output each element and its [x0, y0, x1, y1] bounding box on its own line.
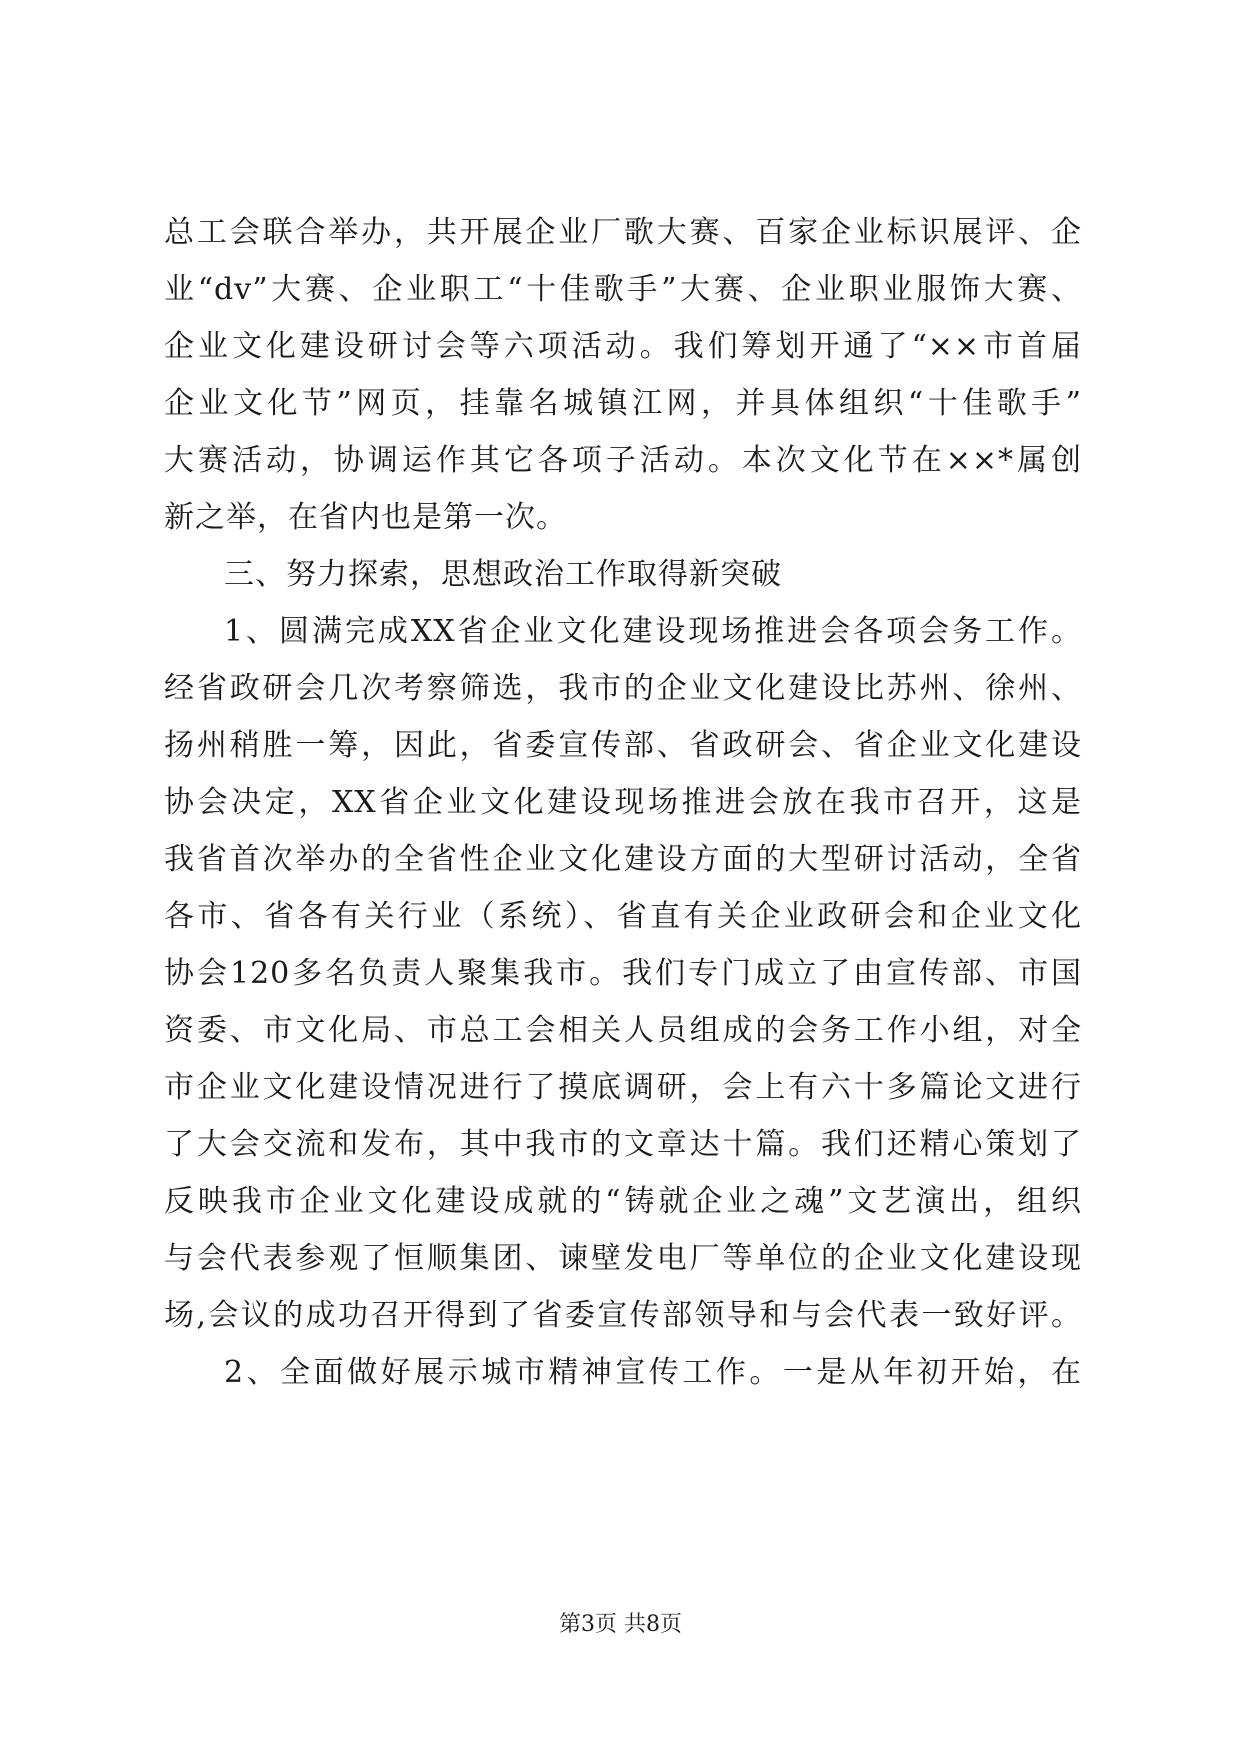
paragraph-first-line: 1、圆满完成XX省企业文化建设现场推进会各项会务工作。 — [224, 614, 1082, 649]
paragraph-first-line: 2、全面做好展示城市精神宣传工作。一是从年初开始，在 — [224, 1355, 1082, 1390]
body-line: 各市、省各有关行业（系统）、省直有关企业政研会和企业文化 — [164, 899, 1082, 934]
body-line: 我省首次举办的全省性企业文化建设方面的大型研讨活动，全省 — [164, 842, 1082, 877]
body-line: 经省政研会几次考察筛选，我市的企业文化建设比苏州、徐州、 — [164, 671, 1082, 706]
body-line: 了大会交流和发布，其中我市的文章达十篇。我们还精心策划了 — [164, 1127, 1082, 1162]
section-heading: 三、努力探索，思想政治工作取得新突破 — [224, 557, 782, 592]
body-line: 扬州稍胜一筹，因此，省委宣传部、省政研会、省企业文化建设 — [164, 728, 1082, 763]
body-line: 与会代表参观了恒顺集团、谏壁发电厂等单位的企业文化建设现 — [164, 1241, 1082, 1276]
body-line: 总工会联合举办，共开展企业厂歌大赛、百家企业标识展评、企 — [164, 215, 1082, 250]
body-line: 企业文化建设研讨会等六项活动。我们筹划开通了“××市首届 — [164, 329, 1082, 364]
body-line: 大赛活动，协调运作其它各项子活动。本次文化节在××*属创 — [164, 443, 1082, 478]
body-line: 协会决定，XX省企业文化建设现场推进会放在我市召开，这是 — [164, 785, 1082, 820]
body-line: 资委、市文化局、市总工会相关人员组成的会务工作小组，对全 — [164, 1013, 1082, 1048]
page-number-footer: 第3页 共8页 — [559, 1612, 682, 1637]
body-line: 新之举，在省内也是第一次。 — [164, 500, 567, 535]
body-line: 业“dv”大赛、企业职工“十佳歌手”大赛、企业职业服饰大赛、 — [164, 272, 1082, 307]
body-line: 协会120多名负责人聚集我市。我们专门成立了由宣传部、市国 — [164, 956, 1082, 991]
body-line: 反映我市企业文化建设成就的“铸就企业之魂”文艺演出，组织 — [164, 1184, 1082, 1219]
body-line: 市企业文化建设情况进行了摸底调研，会上有六十多篇论文进行 — [164, 1070, 1082, 1105]
body-line: 企业文化节”网页，挂靠名城镇江网，并具体组织“十佳歌手” — [164, 386, 1082, 421]
body-line: 场,会议的成功召开得到了省委宣传部领导和与会代表一致好评。 — [164, 1298, 1082, 1333]
